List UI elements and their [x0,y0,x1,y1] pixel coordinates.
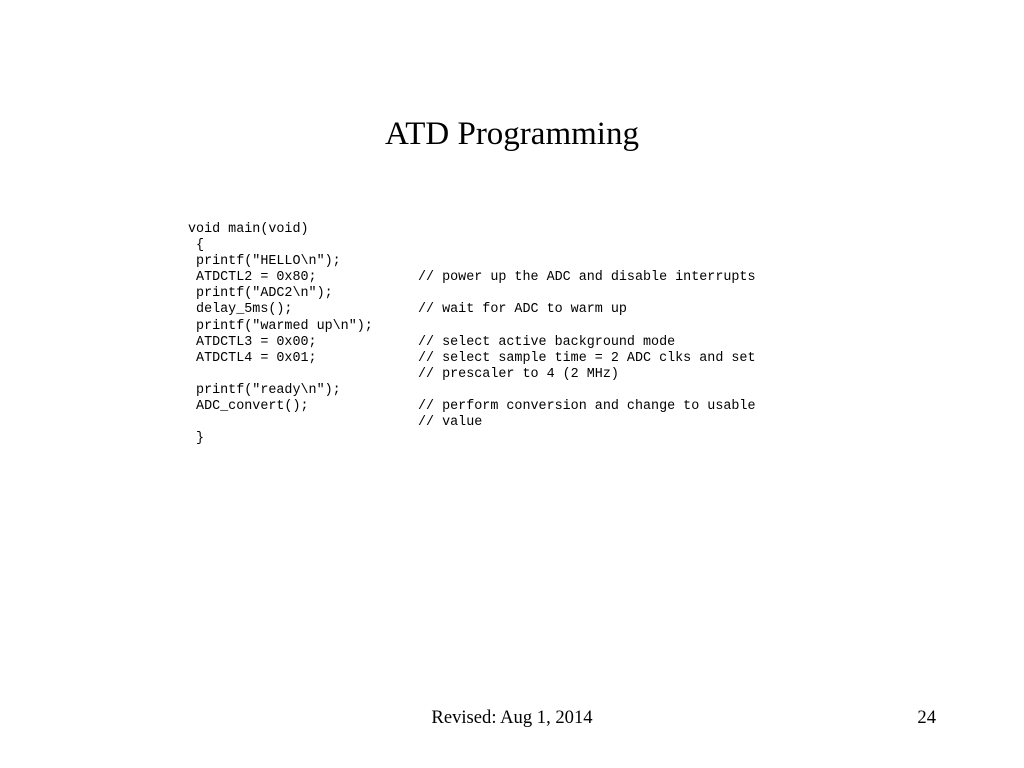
code-line [188,286,333,302]
code-text: { [188,238,205,254]
code-line [188,431,236,447]
code-comment: // power up the ADC and disable interrupts [418,270,756,286]
code-text: ADC_convert(); [188,399,309,415]
page-number: 24 [917,707,936,728]
code-text: printf("ready\n"); [188,382,341,398]
code-comment: // select active background mode [418,334,676,350]
footer-revised-date: Revised: Aug 1, 2014 [431,707,593,728]
code-line [188,318,373,335]
code-comment: // value [418,415,483,431]
code-comment: // prescaler to 4 (2 MHz) [418,366,619,382]
code-text: printf("ADC2\n"); [188,286,333,302]
code-comment: // select sample time = 2 ADC clks and set [418,350,756,366]
code-line [188,382,341,399]
code-text: ATDCTL4 = 0x01; [188,350,317,366]
code-block [188,222,756,447]
code-line [188,366,619,383]
code-text: printf("warmed up\n"); [188,318,373,334]
code-text: ATDCTL3 = 0x00; [188,334,317,350]
code-line [188,415,483,431]
code-line [188,222,309,238]
code-comment: // perform conversion and change to usable [418,399,756,415]
code-line [188,270,756,286]
code-line [188,334,676,351]
code-line [188,302,627,318]
code-text: } [188,431,205,447]
code-text: void main(void) [188,222,309,237]
code-line [188,399,756,415]
code-text: delay_5ms(); [188,302,293,318]
code-line [188,254,341,270]
code-line [188,238,236,254]
code-text: ATDCTL2 = 0x80; [188,270,317,286]
code-line [188,350,756,367]
code-comment: // wait for ADC to warm up [418,302,627,318]
code-text: printf("HELLO\n"); [188,254,341,270]
slide-title: ATD Programming [385,116,639,152]
